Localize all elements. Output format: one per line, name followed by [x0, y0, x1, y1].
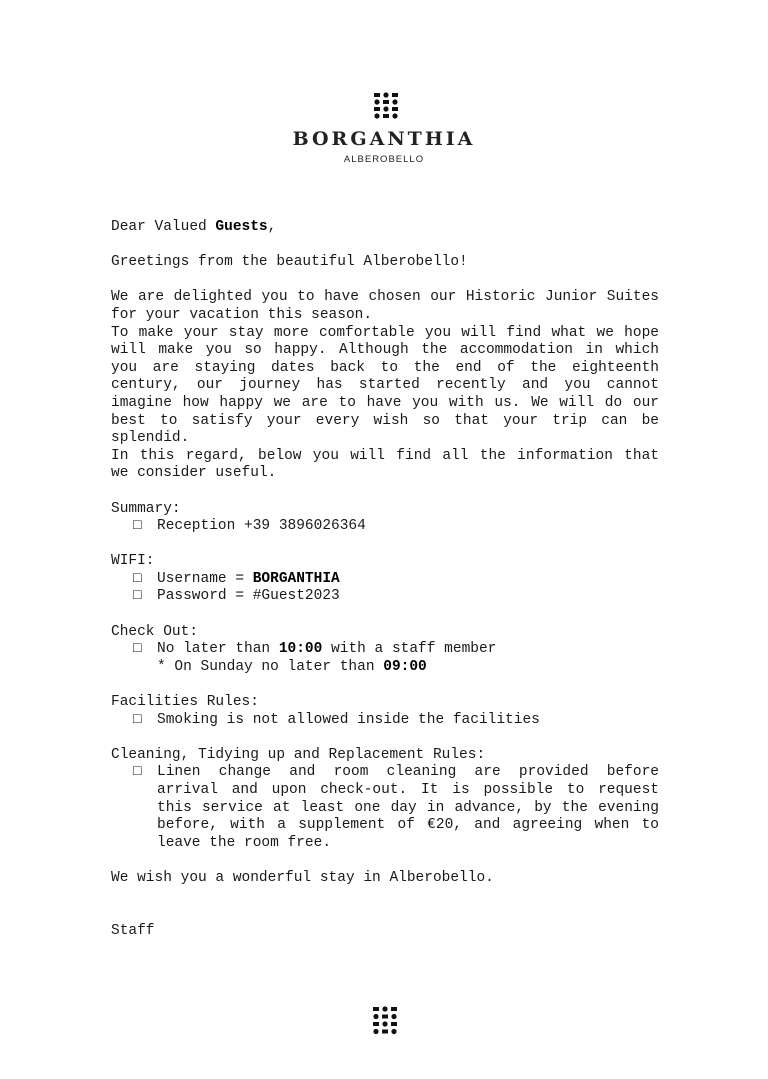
- wifi-heading: WIFI:: [111, 553, 155, 570]
- list-item: □ Linen change and room cleaning are provided before arrival and upon check-out. It is possible to request this service at least one day in advance, by the evening before, with a supplement of €20, and agreeing when to leave the room free.: [133, 764, 659, 851]
- summary-heading: Summary:: [111, 500, 181, 517]
- regard-paragraph: In this regard, below you will find all the information that we consider useful.: [111, 447, 659, 482]
- borganthia-logo-icon: [373, 92, 399, 120]
- list-item: □ Reception +39 3896026364: [133, 518, 366, 535]
- greeting: Dear Valued Guests,: [111, 219, 277, 235]
- list-item: □ Smoking is not allowed inside the facilities: [133, 711, 540, 728]
- comfort-paragraph: To make your stay more comfortable you will find what we hope will make you so happy. Although the accommodation in which you are staying dates back to the end of the eighteenth century, our journey has started recently and you cannot imagine how happy we are to have you with us. We will do our best to satisfy your every wish so that your trip can be splendid.: [111, 324, 659, 447]
- list-item: □ No later than 10:00 with a staff member: [133, 641, 497, 658]
- brand-name: BORGANTHIA: [292, 128, 476, 150]
- intro-paragraph: We are delighted you to have chosen our Historic Junior Suites for your vacation this season.: [111, 289, 659, 323]
- facilities-heading: Facilities Rules:: [111, 694, 259, 711]
- list-item: □ Username = BORGANTHIA: [133, 570, 340, 587]
- borganthia-logo-icon: [372, 1006, 398, 1036]
- letter-body: [111, 219, 659, 940]
- list-item: □ Password = #Guest2023: [133, 588, 340, 605]
- closing-line: We wish you a wonderful stay in Alberobello.: [111, 869, 494, 886]
- checkout-heading: Check Out:: [111, 623, 199, 640]
- sunday-note: * On Sunday no later than 09:00: [157, 658, 427, 675]
- signature: Staff: [111, 922, 155, 939]
- greetings-line: Greetings from the beautiful Alberobello!: [111, 254, 468, 271]
- brand-location: ALBEROBELLO: [343, 154, 425, 165]
- cleaning-heading: Cleaning, Tidying up and Replacement Rules:: [111, 746, 486, 763]
